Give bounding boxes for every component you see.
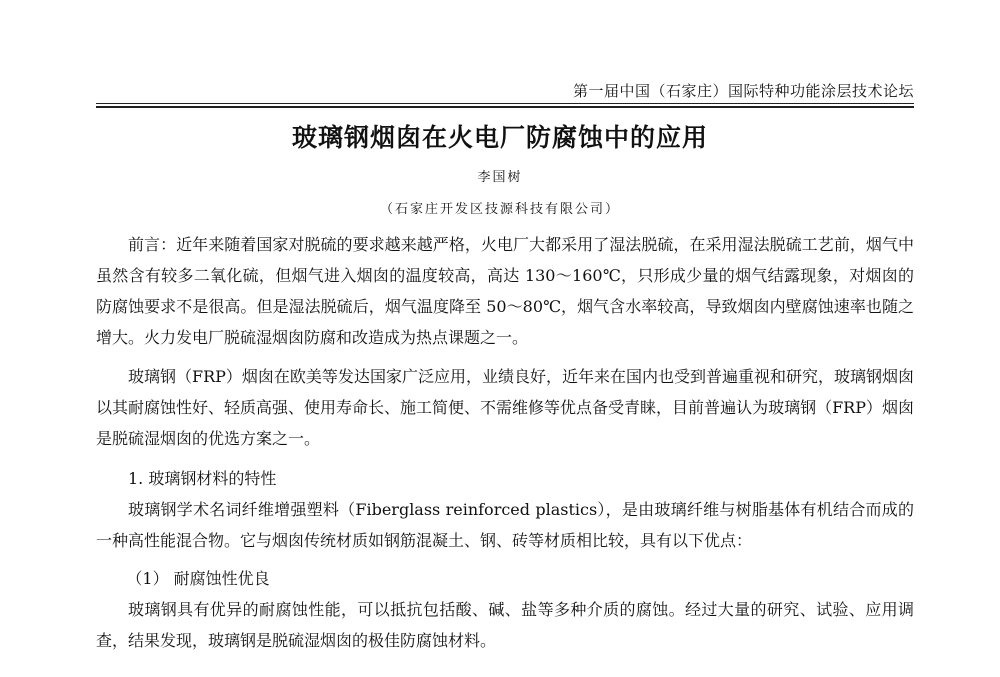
author-name: 李国树 [477, 170, 523, 185]
header-rule [96, 103, 914, 104]
section-heading-text: 1. 玻璃钢材料的特性 [128, 469, 277, 488]
paragraph-introduction [96, 229, 914, 353]
subsection-heading [96, 563, 914, 594]
article-title: 玻璃钢烟囱在火电厂防腐蚀中的应用 [291, 123, 708, 152]
paragraph-text: 玻璃钢具有优异的耐腐蚀性能，可以抵抗包括酸、碱、盐等多种介质的腐蚀。经过大量的研究、试验、应用调查，结果发现，玻璃钢是脱硫湿烟囱的极佳防腐蚀材料。 [96, 600, 914, 650]
author-affiliation: （石家庄开发区技源科技有限公司） [379, 202, 620, 217]
paragraph-corrosion [96, 594, 914, 656]
paragraph-frp-chimney [96, 361, 914, 454]
paragraph-text: 前言：近年来随着国家对脱硫的要求越来越严格，火电厂大都采用了湿法脱硫，在采用湿法脱硫工艺前，烟气中虽然含有较多二氧化硫，但烟气进入烟囱的温度较高，高达 130～160℃，只形成少量的烟气结露现象，对烟囱的防腐蚀要求不是很高。但是湿法脱硫后，烟气温度降至 50～80℃，烟气含水率较高，导致烟囱内壁腐蚀速率也随之增大。火力发电厂脱硫湿烟囱防腐和改造成为热点课题之一。 [96, 235, 914, 347]
paragraph-text: 玻璃钢学术名词纤维增强塑料（Fiberglass reinforced plastics），是由玻璃纤维与树脂基体有机结合而成的一种高性能混合物。它与烟囱传统材质如钢筋混凝土、钢、砖等材质相比较，具有以下优点： [96, 500, 914, 550]
paragraph-text: 玻璃钢（FRP）烟囱在欧美等发达国家广泛应用，业绩良好，近年来在国内也受到普遍重视和研究，玻璃钢烟囱以其耐腐蚀性好、轻质高强、使用寿命长、施工简便、不需维修等优点备受青睐，目前普遍认为玻璃钢（FRP）烟囱是脱硫湿烟囱的优选方案之一。 [96, 367, 914, 448]
header-rule-thick [96, 106, 914, 108]
subsection-heading-text: （1） 耐腐蚀性优良 [126, 569, 270, 588]
section-heading [96, 463, 914, 494]
running-header: 第一届中国（石家庄）国际特种功能涂层技术论坛 [572, 82, 914, 100]
paragraph-material [96, 494, 914, 556]
